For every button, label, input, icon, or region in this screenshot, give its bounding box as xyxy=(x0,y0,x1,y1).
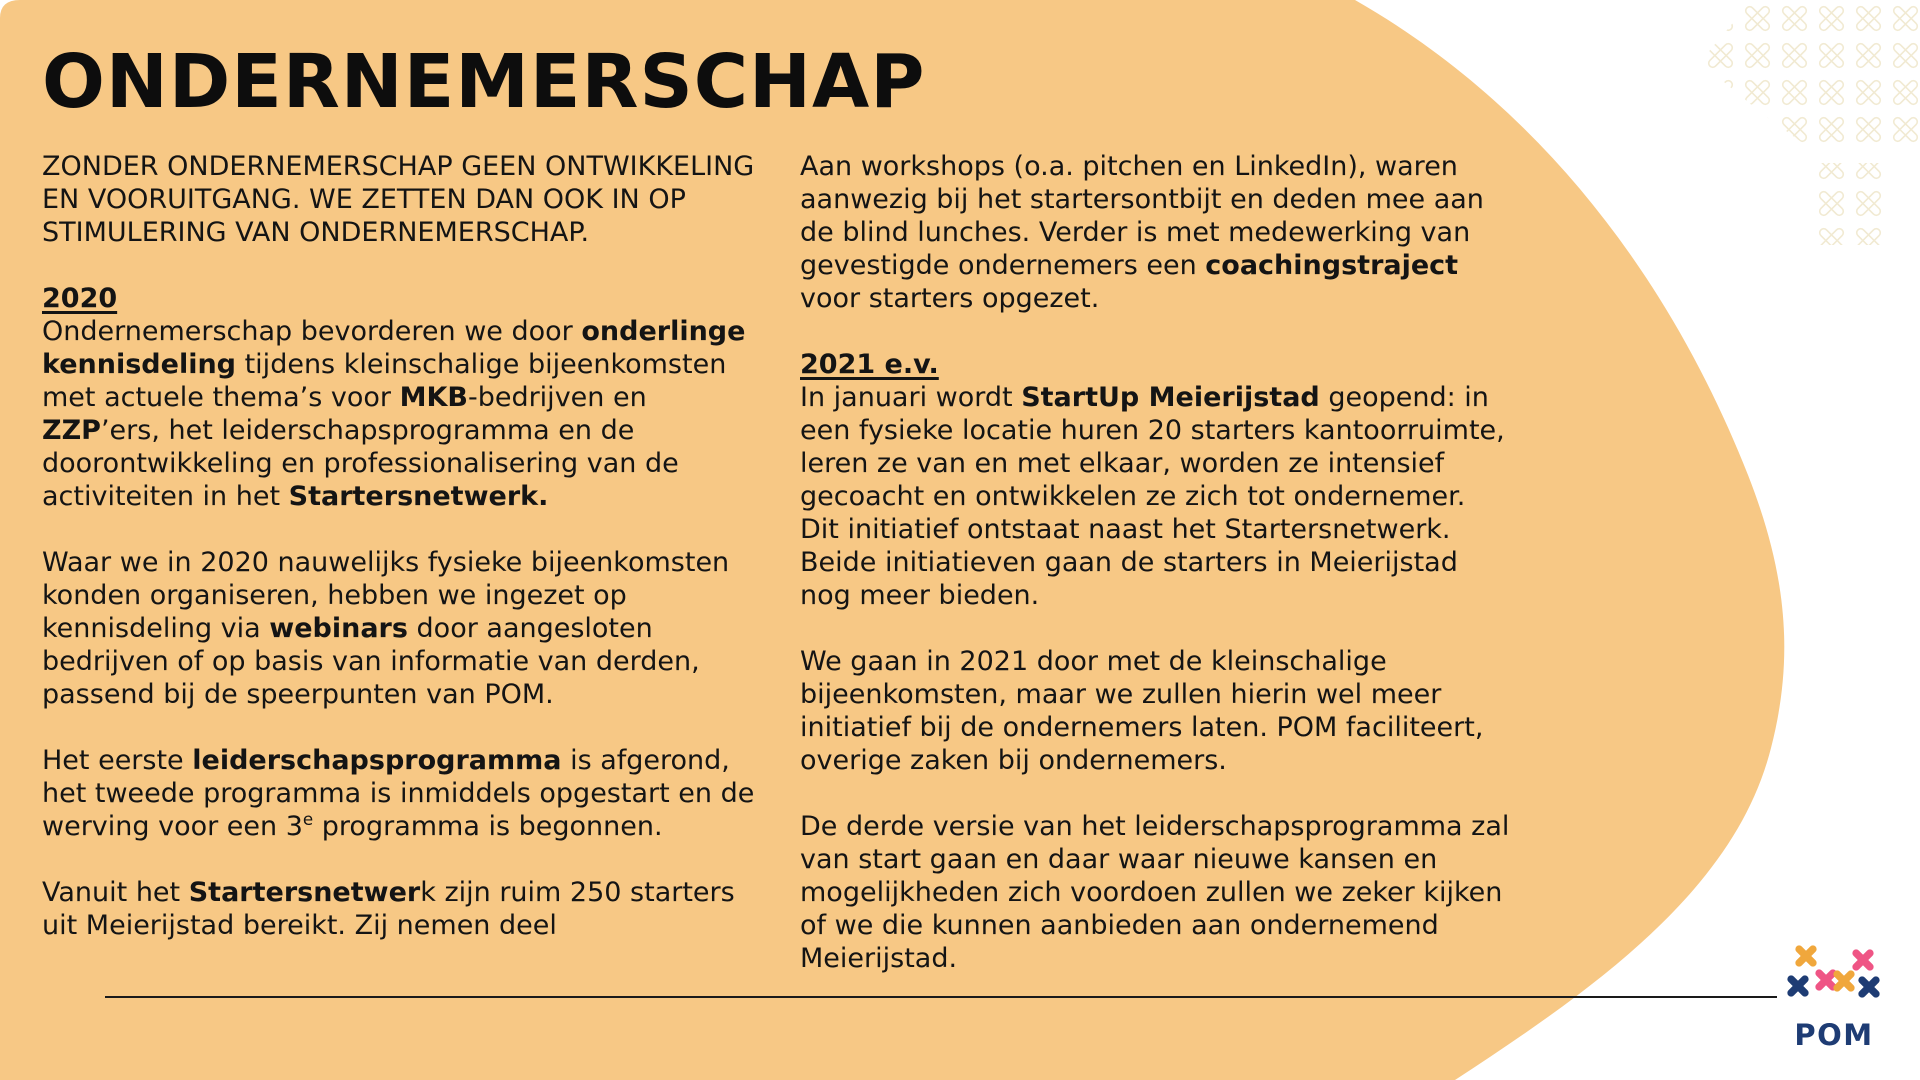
bold-text-run: ZZP xyxy=(42,415,101,446)
section-heading xyxy=(800,348,1510,381)
bold-text-run: Startersnetwerk. xyxy=(288,481,549,512)
bold-text-run: Startersnetwer xyxy=(188,877,421,908)
text-paragraph xyxy=(800,645,1510,777)
text-run: programma is begonnen. xyxy=(313,811,663,842)
bold-text-run: leiderschapsprogramma xyxy=(192,745,562,776)
pom-logo-mark xyxy=(1779,937,1888,1006)
text-paragraph xyxy=(800,810,1510,975)
text-paragraph xyxy=(800,381,1510,612)
text-paragraph xyxy=(42,546,772,711)
text-run: ZONDER ONDERNEMERSCHAP GEEN ONTWIKKELING EN VOORUITGANG. WE ZETTEN DAN OOK IN OP STIMULERING VAN ONDERNEMERSCHAP. xyxy=(42,151,755,248)
text-run: Vanuit het xyxy=(42,877,189,908)
text-run: Ondernemerschap bevorderen we door xyxy=(42,316,582,347)
pom-logo-text: POM xyxy=(1794,1018,1874,1052)
section-heading xyxy=(42,282,772,315)
text-paragraph xyxy=(42,150,772,249)
text-paragraph xyxy=(42,744,772,843)
text-run: Het eerste xyxy=(42,745,193,776)
text-run: geopend: in een fysieke locatie huren 20 starters kantoorruimte, leren ze van en met elkaar, worden ze intensief gecoacht en ontwikkelen ze zich tot ondernemer. Dit initiatief ontstaat naast het Startersnetwerk. Beide initiatieven gaan de starters in Meierijstad nog meer bieden. xyxy=(800,382,1505,611)
text-run: k zijn ruim 250 starters uit Meierijstad bereikt. Zij nemen deel xyxy=(42,877,735,941)
text-paragraph xyxy=(42,315,772,513)
pom-x-icon-blue-right xyxy=(1850,968,1888,1006)
text-run: -bedrijven en xyxy=(467,382,647,413)
text-run: tijdens kleinschalige bijeenkomsten met actuele thema’s voor xyxy=(42,349,727,413)
bold-text-run: webinars xyxy=(269,613,408,644)
text-paragraph xyxy=(42,876,772,942)
bold-text-run: coachingstraject xyxy=(1205,250,1459,281)
bold-text-run: MKB xyxy=(399,382,468,413)
footer-rule xyxy=(105,996,1777,998)
text-run: Waar we in 2020 nauwelijks fysieke bijeenkomsten konden organiseren, hebben we ingezet op kennisdeling via xyxy=(42,547,730,644)
superscript-run: e xyxy=(302,809,314,829)
text-run: De derde versie van het leiderschapsprogramma zal van start gaan en daar waar nieuwe kansen en mogelijkheden zich voordoen zullen we zeker kijken of we die kunnen aanbieden aan ondernemend Meierijstad. xyxy=(800,811,1510,974)
bold-text-run: StartUp Meierijstad xyxy=(1021,382,1320,413)
right-column xyxy=(800,150,1510,975)
text-run: In januari wordt xyxy=(800,382,1022,413)
left-column xyxy=(42,150,772,975)
pom-x-icon-blue-left xyxy=(1779,967,1817,1005)
pom-x-icon-orange-top xyxy=(1787,937,1825,975)
bold-text-run: onderlinge kennisdeling xyxy=(42,316,746,380)
pom-logo xyxy=(1778,933,1918,1063)
text-run: door aangesloten bedrijven of op basis van informatie van derden, passend bij de speerpunten van POM. xyxy=(42,613,700,710)
text-run: is afgerond, het tweede programma is inmiddels opgestart en de werving voor een 3 xyxy=(42,745,755,842)
text-paragraph xyxy=(800,150,1510,315)
text-run: voor starters opgezet. xyxy=(800,283,1100,314)
text-run: Aan workshops (o.a. pitchen en LinkedIn), waren aanwezig bij het startersontbijt en deden mee aan de blind lunches. Verder is met medewerking van gevestigde ondernemers een xyxy=(800,151,1484,281)
text-run: ’ers, het leiderschapsprogramma en de doorontwikkeling en professionalisering van de activiteiten in het xyxy=(42,415,679,512)
page-title: ONDERNEMERSCHAP xyxy=(42,39,926,125)
corner-x-pattern xyxy=(1700,0,1920,245)
text-run: 2021 e.v. xyxy=(800,349,939,380)
text-run: We gaan in 2021 door met de kleinschalige bijeenkomsten, maar we zullen hierin wel meer initiatief bij de ondernemers laten. POM faciliteert, overige zaken bij ondernemers. xyxy=(800,646,1484,776)
text-run: 2020 xyxy=(42,283,118,314)
content-columns xyxy=(42,150,1510,975)
